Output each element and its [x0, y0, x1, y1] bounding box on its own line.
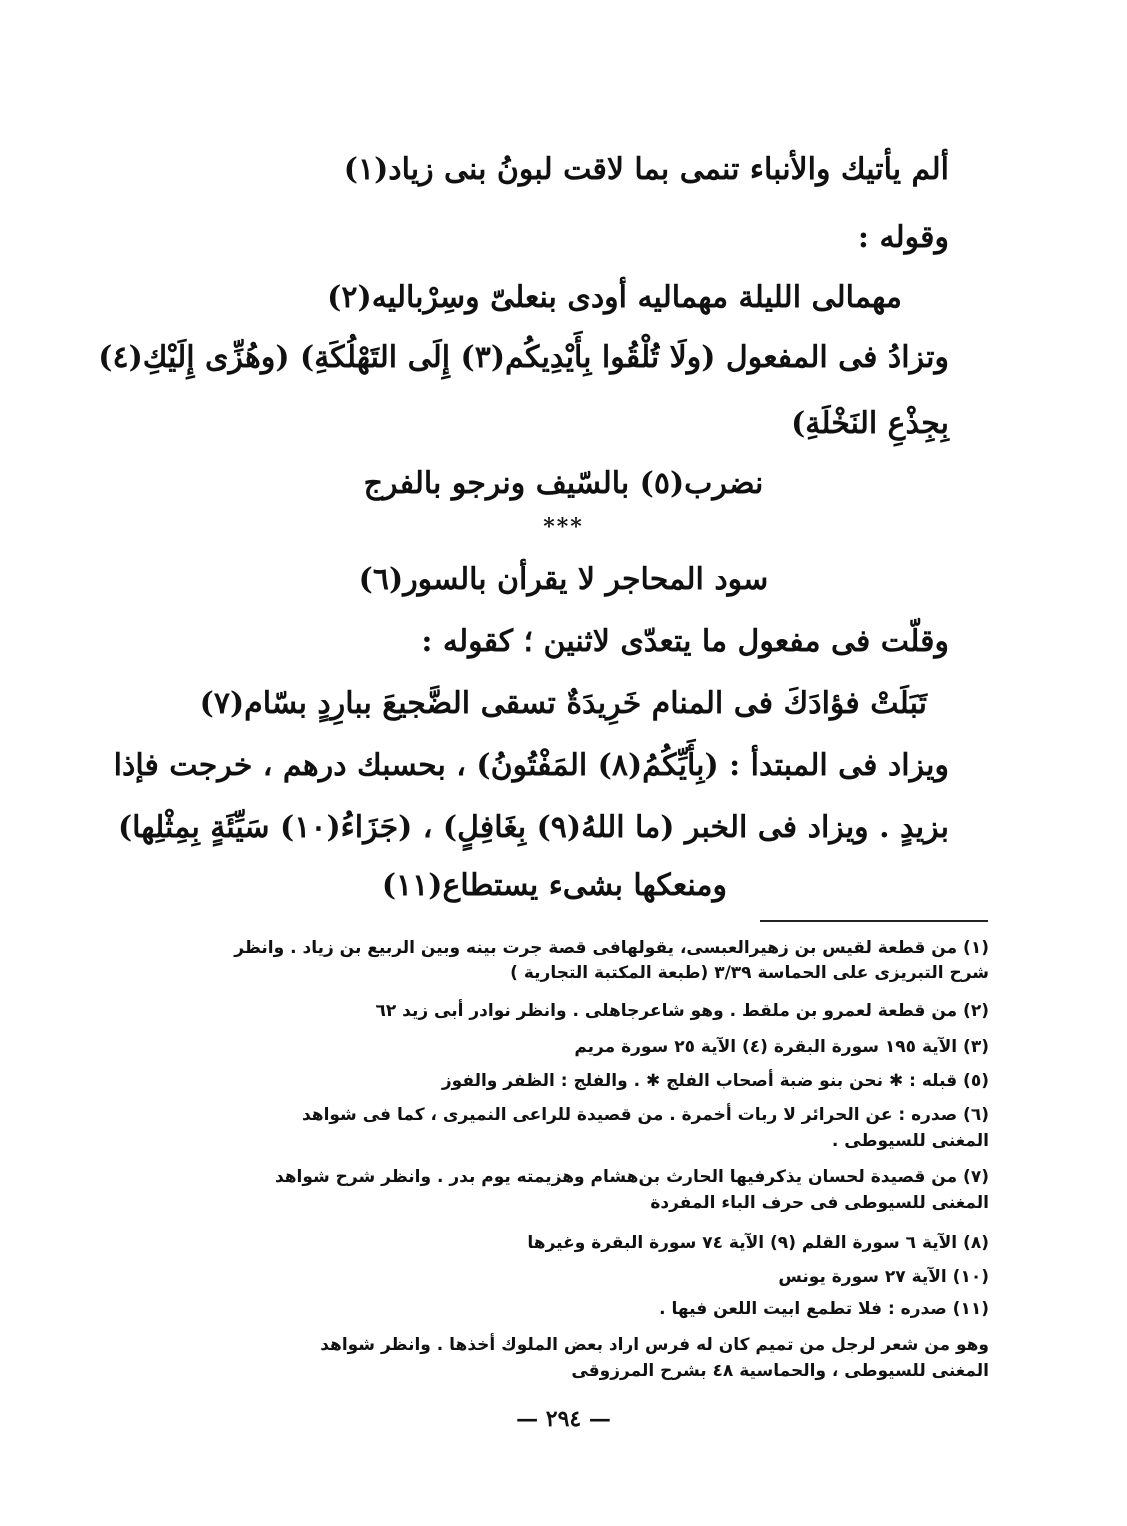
text-line: بزيدٍ . ويزاد فى الخبر (ما اللهُ(٩) بِغَافِلٍ) ، (جَزَاءُ(١٠) سَيِّئَةٍ بِمِثْلِها)	[117, 810, 949, 845]
footnote-line: (٥) قبله : ✱ نحن بنو ضبة أصحاب الفلج ✱ . والفلج : الظفر والفوز	[441, 1071, 989, 1091]
verse-separator: ***	[543, 514, 584, 540]
text-line: ويزاد فى المبتدأ : (بِأَيِّكُمُ(٨) المَفْتُونُ) ، بحسبك درهم ، خرجت فإذا	[113, 748, 949, 783]
verse-1: ألم يأتيك والأنباء تنمى بما لاقت لبونُ بنى زياد(١)	[343, 152, 949, 187]
text-line: وتزادُ فى المفعول (ولَا تُلْقُوا بِأَيْدِيكُم(٣) إِلَى التَهْلُكَةِ) (وهُزِّى إِلَيْكِ(٤)	[98, 340, 949, 375]
text-line: بِجِذْعِ النَخْلَةِ)	[791, 406, 949, 441]
footnote-line: المغنى للسيوطى .	[831, 1131, 989, 1151]
footnote-line: (١) من قطعة لقيس بن زهيرالعبسى، يقولهافى قصة جرت بينه وبين الربيع بن زياد . وانظر	[234, 938, 989, 958]
footnote-line: شرح التبريزى على الحماسة ٣/٣٩ (طبعة المكتبة التجارية )	[510, 963, 989, 983]
verse-3: نضرب(٥) بالسّيف ونرجو بالفرج	[363, 466, 764, 501]
footnote-rule	[760, 920, 988, 922]
footnote-line: وهو من شعر لرجل من تميم كان له فرس اراد بعض الملوك أخذها . وانظر شواهد	[320, 1335, 989, 1355]
footnote-line: (٧) من قصيدة لحسان يذكرفيها الحارث بن‌هشام وهزيمته يوم بدر . وانظر شرح شواهد	[274, 1167, 989, 1187]
verse-6: ومنعكها بشىء يستطاع(١١)	[381, 868, 727, 903]
text-line: وقوله :	[857, 220, 949, 255]
footnote-line: (٨) الآية ٦ سورة القلم (٩) الآية ٧٤ سورة البقرة وغيرها	[527, 1233, 989, 1253]
footnote-line: (٢) من قطعة لعمرو بن ملقط . وهو شاعرجاهلى . وانظر نوادر أبى زيد ٦٢	[375, 1001, 989, 1021]
verse-5: تَبَلَتْ فؤادَكَ فى المنام خَرِيدَةٌ تسقى الضَّجيعَ ببارِدٍ بسّام(٧)	[199, 686, 927, 721]
page-number: — ٢٩٤ —	[516, 1406, 611, 1432]
footnote-line: (١٠) الآية ٢٧ سورة يونس	[778, 1267, 989, 1287]
footnote-line: (٣) الآية ١٩٥ سورة البقرة (٤) الآية ٢٥ سورة مريم	[574, 1037, 989, 1057]
text-line: وقلّت فى مفعول ما يتعدّى لاثنين ؛ كقوله :	[421, 624, 949, 659]
footnote-line: المغنى للسيوطى ، والحماسية ٤٨ بشرح المرزوقى	[571, 1361, 989, 1381]
verse-4: سود المحاجر لا يقرأن بالسور(٦)	[358, 562, 769, 597]
footnote-line: (١١) صدره : فلا تطمع ابيت اللعن فيها .	[659, 1299, 989, 1319]
footnote-line: (٦) صدره : عن الحرائر لا ربات أخمرة . من قصيدة للراعى النميرى ، كما فى شواهد	[301, 1105, 989, 1125]
verse-2: مهمالى الليلة مهماليه أودى بنعلىّ وسِرْباليه(٢)	[327, 280, 902, 315]
footnote-line: المغنى للسيوطى فى حرف الباء المفردة	[650, 1193, 989, 1213]
